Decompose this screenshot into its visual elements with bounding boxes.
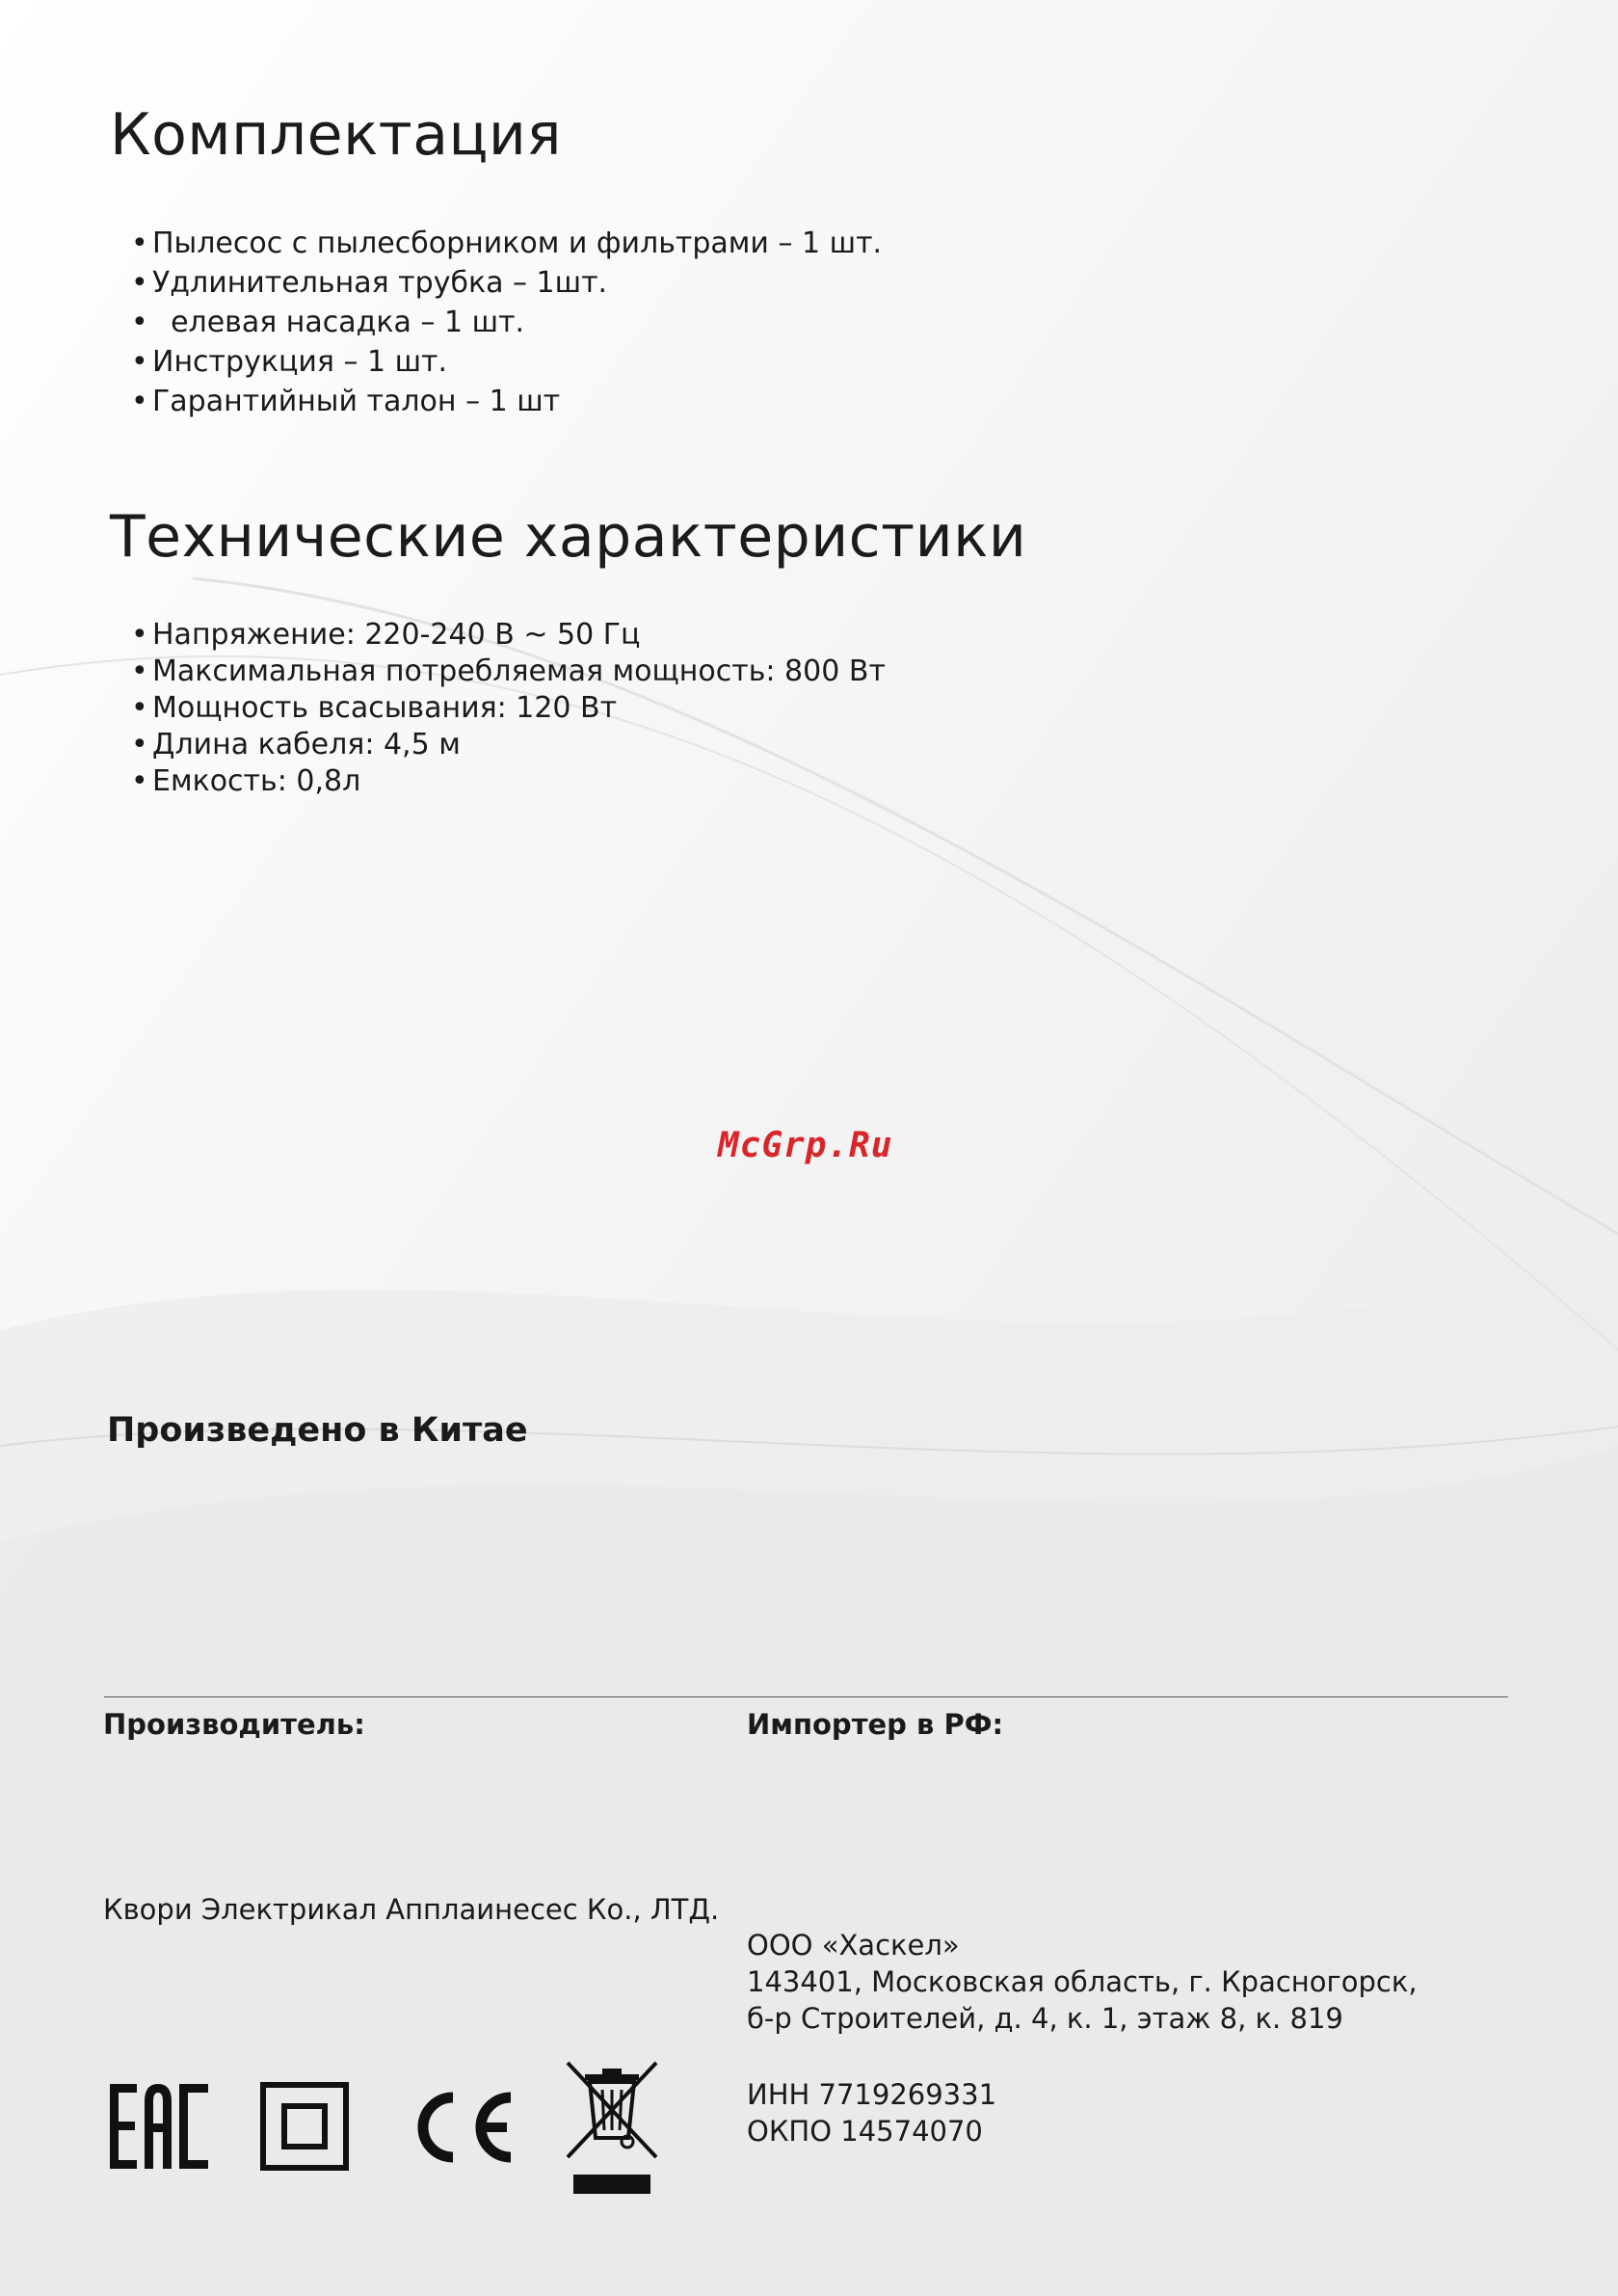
ce-icon — [405, 2088, 517, 2167]
manufacturer-label: Производитель: — [103, 1708, 365, 1741]
importer-okpo: ОКПО 14574070 — [747, 2115, 983, 2148]
list-item: • Максимальная потребляемая мощность: 800 Вт — [131, 654, 886, 690]
list-item: • Гарантийный талон – 1 шт — [131, 382, 882, 421]
list-item: • Мощность всасывания: 120 Вт — [131, 690, 886, 727]
weee-crossed-bin-icon — [564, 2061, 660, 2198]
class-ii-double-insulation-icon — [260, 2082, 349, 2171]
importer-address-line: 143401, Московская область, г. Красногорск, — [747, 1965, 1418, 1998]
list-item: • Емкость: 0,8л — [131, 763, 886, 800]
kit-list — [131, 224, 882, 421]
importer-company: ООО «Хаскел» — [747, 1929, 960, 1962]
importer-address-line: б-р Строителей, д. 4, к. 1, этаж 8, к. 819 — [747, 2002, 1343, 2035]
manufacturer-name: Квори Электрикал Апплаинесес Ко., ЛТД. — [103, 1893, 720, 1926]
divider — [104, 1696, 1508, 1697]
specs-title: Технические характеристики — [110, 503, 1027, 571]
list-item: • Удлинительная трубка – 1шт. — [131, 263, 882, 303]
list-item: • Напряжение: 220-240 В ~ 50 Гц — [131, 617, 886, 654]
list-item: • Инструкция – 1 шт. — [131, 342, 882, 382]
origin-text: Произведено в Китае — [107, 1411, 528, 1450]
specs-list — [131, 617, 886, 800]
kit-title: Комплектация — [110, 101, 562, 169]
importer-label: Импортер в РФ: — [747, 1708, 1004, 1741]
list-item: • елевая насадка – 1 шт. — [131, 303, 882, 342]
list-item: • Пылесос с пылесборником и фильтрами – 1 шт. — [131, 224, 882, 263]
watermark: McGrp.Ru — [718, 1126, 893, 1165]
importer-ids — [747, 2076, 996, 2149]
list-item: • Длина кабеля: 4,5 м — [131, 727, 886, 763]
importer-inn: ИНН 7719269331 — [747, 2078, 997, 2111]
eac-icon — [108, 2082, 210, 2171]
importer-address — [747, 1927, 1418, 2037]
